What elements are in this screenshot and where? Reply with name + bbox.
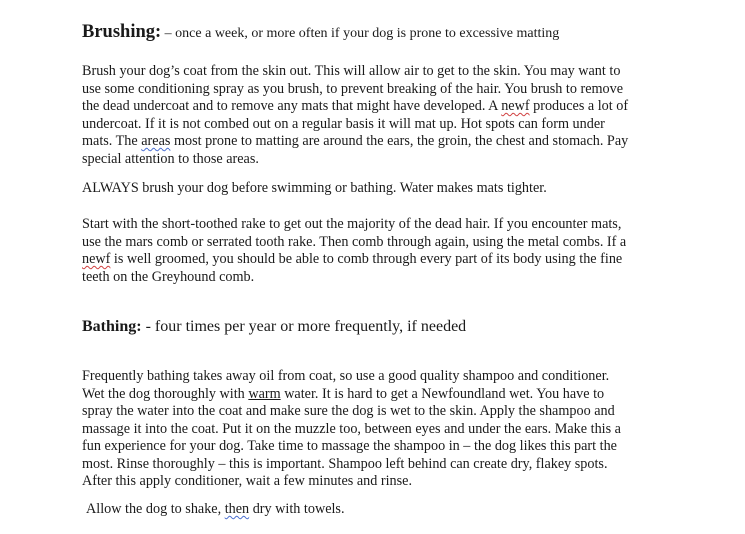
bathing-heading (82, 318, 466, 336)
brushing-paragraph-1 (82, 63, 712, 168)
text-line: special attention to those areas. (82, 150, 259, 167)
text-run: most prone to matting are around the ears, the groin, the chest and stomach. Pay (170, 133, 629, 149)
text-line: most. Rinse thoroughly – this is important. Shampoo left behind can create dry, flakey spots. (82, 455, 608, 472)
text-run: dry with towels. (249, 501, 345, 517)
text-line (82, 251, 712, 269)
text-line: use some conditioning spray as you brush, to prevent breaking of the hair. You brush to remove (82, 80, 624, 97)
text-line: Start with the short-toothed rake to get out the majority of the dead hair. If you encounter mats, (82, 216, 622, 232)
brushing-paragraph-2 (82, 180, 712, 198)
text-run: Allow the dog to shake, (86, 501, 225, 517)
brushing-paragraph-3 (82, 216, 712, 286)
brushing-title: Brushing: (82, 22, 162, 42)
text-line (82, 386, 712, 404)
text-line: spray the water into the coat and make sure the dog is wet to the skin. Apply the shampoo and (82, 403, 615, 419)
text-line: teeth on the Greyhound comb. (82, 268, 255, 285)
text-line: ALWAYS brush your dog before swimming or bathing. Water makes mats tighter. (82, 180, 547, 196)
bathing-paragraph-1 (82, 368, 712, 491)
underlined-word: warm (248, 385, 281, 402)
bathing-paragraph-2 (86, 501, 716, 519)
text-line (82, 98, 712, 116)
text-run: Wet the dog thoroughly with (82, 385, 249, 402)
text-run: produces a lot of (529, 98, 629, 114)
text-line (86, 501, 716, 519)
text-run: mats. The (82, 133, 142, 149)
text-run: water. It is hard to get a Newfoundland wet. You have to (280, 385, 605, 402)
grammar-check-word: areas (141, 133, 171, 149)
brushing-subtitle: – once a week, or more often if your dog is prone to excessive matting (161, 26, 560, 41)
bathing-title: Bathing: (82, 318, 142, 335)
grammar-check-word: then (224, 501, 250, 517)
text-line: undercoat. If it is not combed out on a regular basis it will mat up. Hot spots can form under (82, 115, 605, 132)
text-line: Brush your dog’s coat from the skin out. This will allow air to get to the skin. You may want to (82, 63, 621, 79)
brushing-heading (82, 22, 559, 43)
text-run: the dead undercoat and to remove any mats that might have developed. A (82, 98, 502, 114)
text-run: is well groomed, you should be able to comb through every part of its body using the fine (110, 251, 623, 267)
bathing-subtitle: - four times per year or more frequently, if needed (141, 318, 467, 335)
spellcheck-word: newf (501, 98, 530, 114)
text-line: Frequently bathing takes away oil from coat, so use a good quality shampoo and conditioner. (82, 368, 610, 384)
text-line: After this apply conditioner, wait a few minutes and rinse. (82, 473, 412, 489)
text-line: use the mars comb or serrated tooth rake. Then comb through again, using the metal combs. If a (82, 233, 627, 250)
text-line (82, 133, 712, 151)
spellcheck-word: newf (82, 251, 111, 267)
text-line: massage it into the coat. Put it on the muzzle too, between eyes and under the ears. Make this a (82, 420, 621, 437)
text-line: fun experience for your dog. Take time to massage the shampoo in – the dog likes this part the (82, 438, 617, 454)
